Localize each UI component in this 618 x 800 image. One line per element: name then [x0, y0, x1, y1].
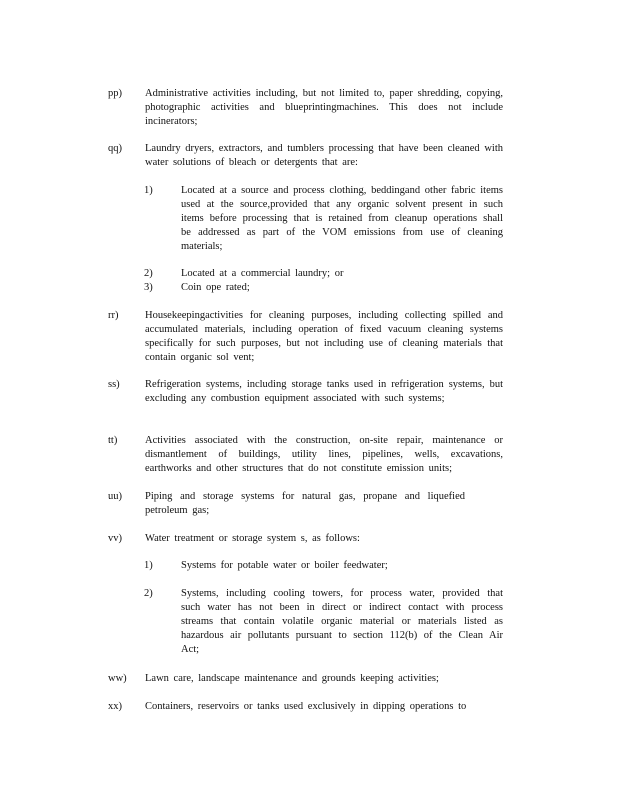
item-text: Laundry dryers, extractors, and tumblers processing that have been cleaned with water solutions of bleach or detergents that are: — [145, 143, 503, 168]
sub-item-label: 1) — [144, 185, 153, 196]
item-text: Piping and storage systems for natural gas, propane and liquefied petroleum gas; — [145, 491, 465, 516]
item-label: xx) — [108, 701, 122, 712]
item-text: Activities associated with the construction, on-site repair, maintenance or dismantlement of buildings, utility lines, pipelines, wells, excavations, earthworks and other structures that do not constitute emission units; — [145, 435, 503, 474]
sub-item-label: 2) — [144, 268, 153, 279]
sub-item-label: 2) — [144, 588, 153, 599]
sub-item-label: 3) — [144, 282, 153, 293]
item-label: uu) — [108, 491, 122, 502]
sub-item-text: Coin ope rated; — [181, 282, 250, 293]
item-label: pp) — [108, 88, 122, 99]
item-label: rr) — [108, 310, 119, 321]
item-label: ww) — [108, 673, 127, 684]
sub-item-text: Systems, including cooling towers, for process water, provided that such water has not been in direct or indirect contact with process streams that contain volatile organic material or materials listed as hazardous air pollutants pursuant to section 112(b) of the Clean Air Act; — [181, 588, 503, 655]
sub-item-text: Located at a source and process clothing, beddingand other fabric items used at the source,provided that any organic solvent present in such items before processing that is retained from cleanup operations shall be addressed as part of the VOM emissions from use of cleaning materials; — [181, 185, 503, 252]
item-label: ss) — [108, 379, 120, 390]
item-text: Refrigeration systems, including storage tanks used in refrigeration systems, but excluding any combustion equipment associated with such systems; — [145, 379, 503, 404]
item-text: Water treatment or storage system s, as follows: — [145, 533, 360, 544]
sub-item-text: Located at a commercial laundry; or — [181, 268, 344, 279]
sub-item-text: Systems for potable water or boiler feedwater; — [181, 560, 388, 571]
item-label: qq) — [108, 143, 122, 154]
item-text: Housekeepingactivities for cleaning purposes, including collecting spilled and accumulated materials, including operation of fixed vacuum cleaning systems specifically for such purposes, but not including use of cleaning materials that contain organic sol vent; — [145, 310, 503, 363]
item-text: Administrative activities including, but not limited to, paper shredding, copying, photographic activities and blueprintingmachines. This does not include incinerators; — [145, 88, 503, 127]
item-text: Lawn care, landscape maintenance and grounds keeping activities; — [145, 673, 439, 684]
item-text: Containers, reservoirs or tanks used exclusively in dipping operations to — [145, 701, 467, 712]
sub-item-label: 1) — [144, 560, 153, 571]
item-label: tt) — [108, 435, 118, 446]
item-label: vv) — [108, 533, 122, 544]
